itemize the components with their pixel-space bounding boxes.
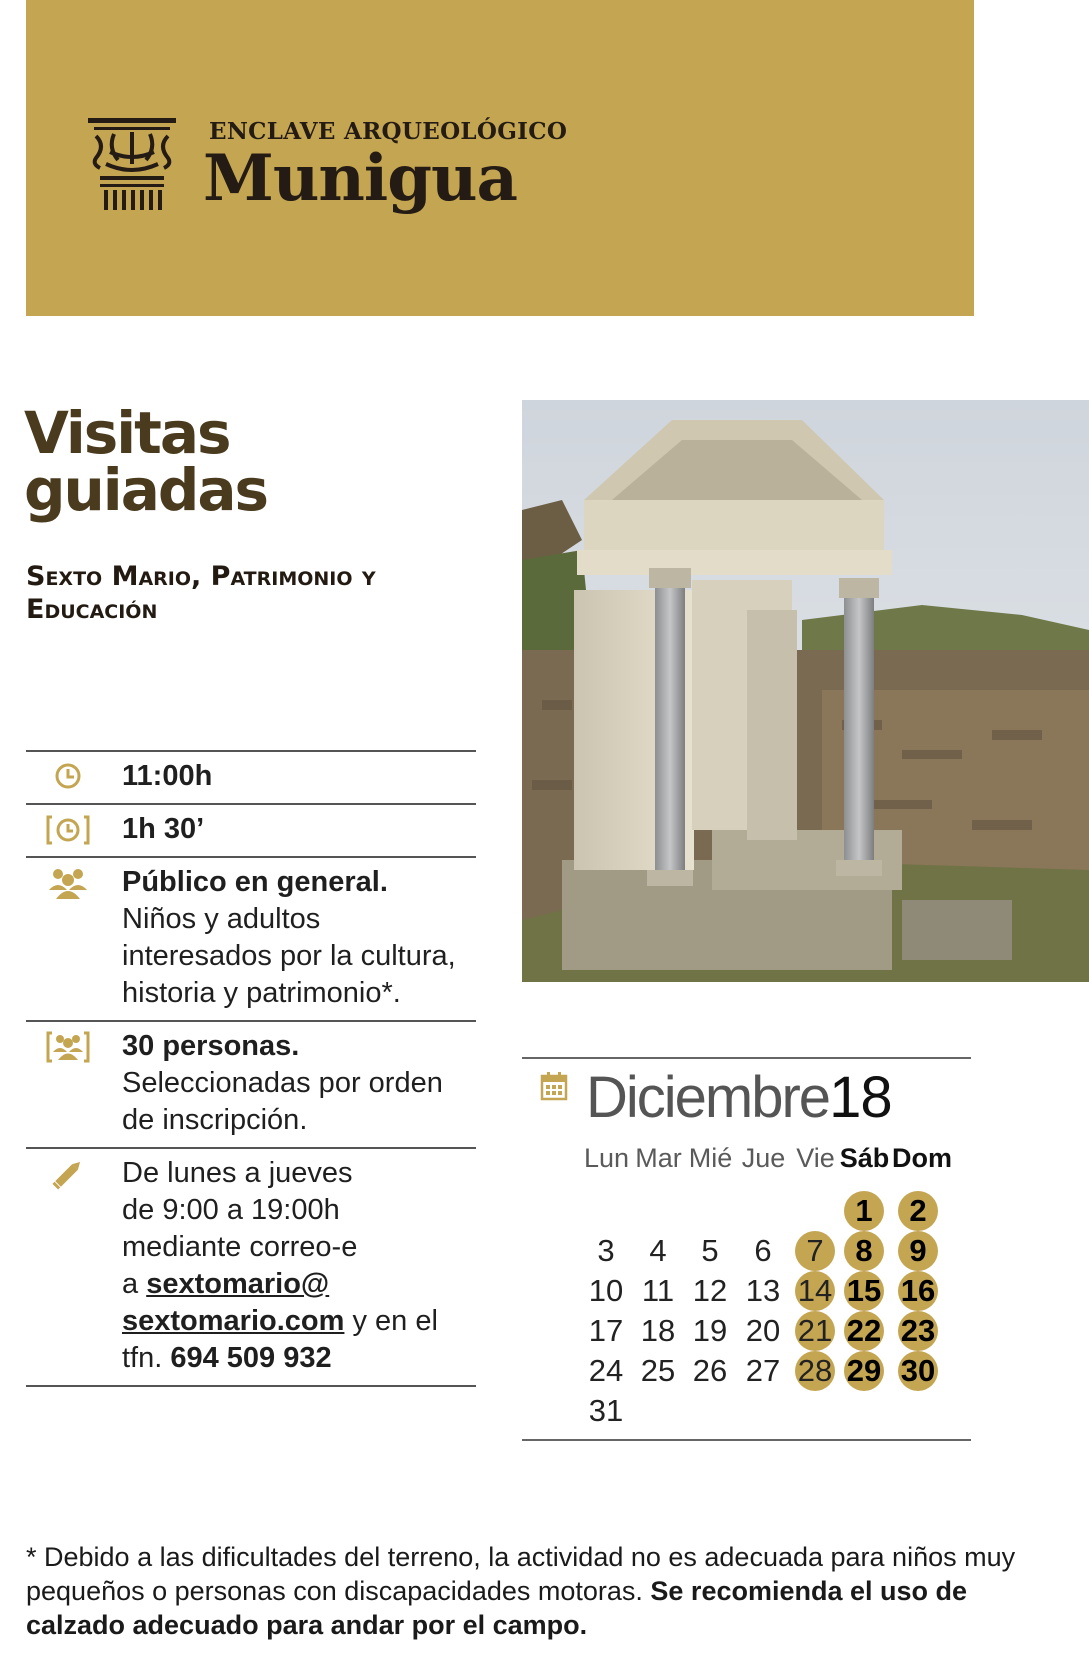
capacity-title: 30 personas. xyxy=(122,1030,300,1062)
calendar-day-10: 10 xyxy=(588,1273,624,1308)
calendar-day-15: 15 xyxy=(844,1271,884,1311)
phone-prefix: tfn. xyxy=(122,1342,171,1374)
booking-line6 xyxy=(122,1340,476,1377)
temple-ruins-photo xyxy=(522,400,1089,982)
calendar-day-8: 8 xyxy=(844,1231,884,1271)
calendar-day-18: 18 xyxy=(640,1313,676,1348)
capacity-text: Seleccionadas por orden de inscripción. xyxy=(122,1067,443,1136)
organizer-subtitle xyxy=(26,560,466,626)
calendar-day-31: 31 xyxy=(588,1393,624,1428)
duration-clock-icon xyxy=(46,813,90,847)
info-row-audience xyxy=(26,856,476,1020)
calendar-day-26: 26 xyxy=(692,1353,728,1388)
calendar-day-14: 14 xyxy=(795,1271,835,1311)
page-title-line1: Visitas xyxy=(24,399,230,467)
info-list xyxy=(26,750,476,1387)
calendar-day-16: 16 xyxy=(898,1271,938,1311)
calendar-day-3: 3 xyxy=(597,1233,615,1268)
pencil-icon xyxy=(46,1157,90,1191)
calendar-day-9: 9 xyxy=(898,1231,938,1271)
group-capacity-icon xyxy=(46,1030,90,1064)
booking-line4 xyxy=(122,1266,476,1303)
group-icon xyxy=(46,866,90,900)
calendar-day-11: 11 xyxy=(641,1273,675,1308)
duration-value: 1h 30’ xyxy=(122,813,205,845)
calendar-day-5: 5 xyxy=(701,1233,719,1268)
phone-number: 694 509 932 xyxy=(170,1342,332,1374)
calendar-day-19: 19 xyxy=(692,1313,728,1348)
weekday-mié: Mié xyxy=(688,1143,733,1173)
calendar-icon xyxy=(540,1071,568,1101)
calendar-day-12: 12 xyxy=(692,1273,728,1308)
footnote xyxy=(26,1540,1026,1642)
calendar-day-23: 23 xyxy=(898,1311,938,1351)
page-title xyxy=(24,399,464,524)
booking-line3: mediante correo-e xyxy=(122,1231,358,1263)
info-row-booking xyxy=(26,1147,476,1387)
calendar-day-13: 13 xyxy=(745,1273,781,1308)
booking-line2: de 9:00 a 19:00h xyxy=(122,1194,340,1226)
weekday-vie: Vie xyxy=(796,1143,835,1173)
calendar-day-27: 27 xyxy=(745,1353,781,1388)
audience-text: Niños y adultos interesados por la cultura, historia y patrimonio*. xyxy=(122,903,456,1009)
month-name: Diciembre xyxy=(586,1065,830,1130)
booking-suffix: y en el xyxy=(344,1305,438,1337)
calendar xyxy=(522,1057,971,1441)
weekday-sáb: Sáb xyxy=(839,1143,890,1173)
booking-line1: De lunes a jueves xyxy=(122,1157,353,1189)
weekday-dom: Dom xyxy=(892,1143,952,1173)
email-link-part1[interactable]: sextomario@ xyxy=(146,1268,330,1300)
calendar-day-6: 6 xyxy=(754,1233,772,1268)
calendar-day-7: 7 xyxy=(795,1231,835,1271)
calendar-day-25: 25 xyxy=(640,1353,676,1388)
footnote-text: * Debido a las dificultades del terreno, la actividad no es adecuada para niños muy pequeños o personas con discapacidades motoras. xyxy=(26,1542,1016,1606)
calendar-day-22: 22 xyxy=(844,1311,884,1351)
site-name: Munigua xyxy=(203,141,517,216)
time-value: 11:00h xyxy=(122,760,213,792)
weekday-mar: Mar xyxy=(635,1143,682,1173)
email-link-part2[interactable]: sextomario.com xyxy=(122,1305,345,1337)
calendar-day-30: 30 xyxy=(898,1351,938,1391)
footnote-bold: Se recomienda el uso de calzado adecuado para andar por el campo. xyxy=(26,1576,968,1640)
calendar-day-2: 2 xyxy=(898,1191,938,1231)
subtitle-line2: Educación xyxy=(26,594,158,625)
calendar-day-24: 24 xyxy=(588,1353,624,1388)
column-capital-icon xyxy=(84,116,180,212)
info-row-capacity xyxy=(26,1020,476,1147)
booking-line5 xyxy=(122,1303,476,1340)
calendar-day-4: 4 xyxy=(649,1233,667,1268)
month-year: 18 xyxy=(829,1065,892,1130)
page-title-line2: guiadas xyxy=(24,456,268,524)
calendar-day-1: 1 xyxy=(844,1191,884,1231)
audience-title: Público en general. xyxy=(122,866,388,898)
clock-icon xyxy=(46,760,90,794)
site-kicker: ENCLAVE ARQUEOLÓGICO xyxy=(209,118,568,145)
calendar-day-17: 17 xyxy=(588,1313,624,1348)
subtitle-line1: Sexto Mario, Patrimonio y xyxy=(26,561,376,592)
calendar-day-29: 29 xyxy=(844,1351,884,1391)
calendar-day-21: 21 xyxy=(795,1311,835,1351)
info-row-time xyxy=(26,750,476,803)
calendar-month xyxy=(586,1063,892,1133)
calendar-day-20: 20 xyxy=(745,1313,781,1348)
weekday-lun: Lun xyxy=(583,1143,630,1173)
booking-prefix: a xyxy=(122,1268,147,1300)
weekday-jue: Jue xyxy=(741,1143,786,1173)
info-row-duration xyxy=(26,803,476,856)
calendar-day-28: 28 xyxy=(795,1351,835,1391)
